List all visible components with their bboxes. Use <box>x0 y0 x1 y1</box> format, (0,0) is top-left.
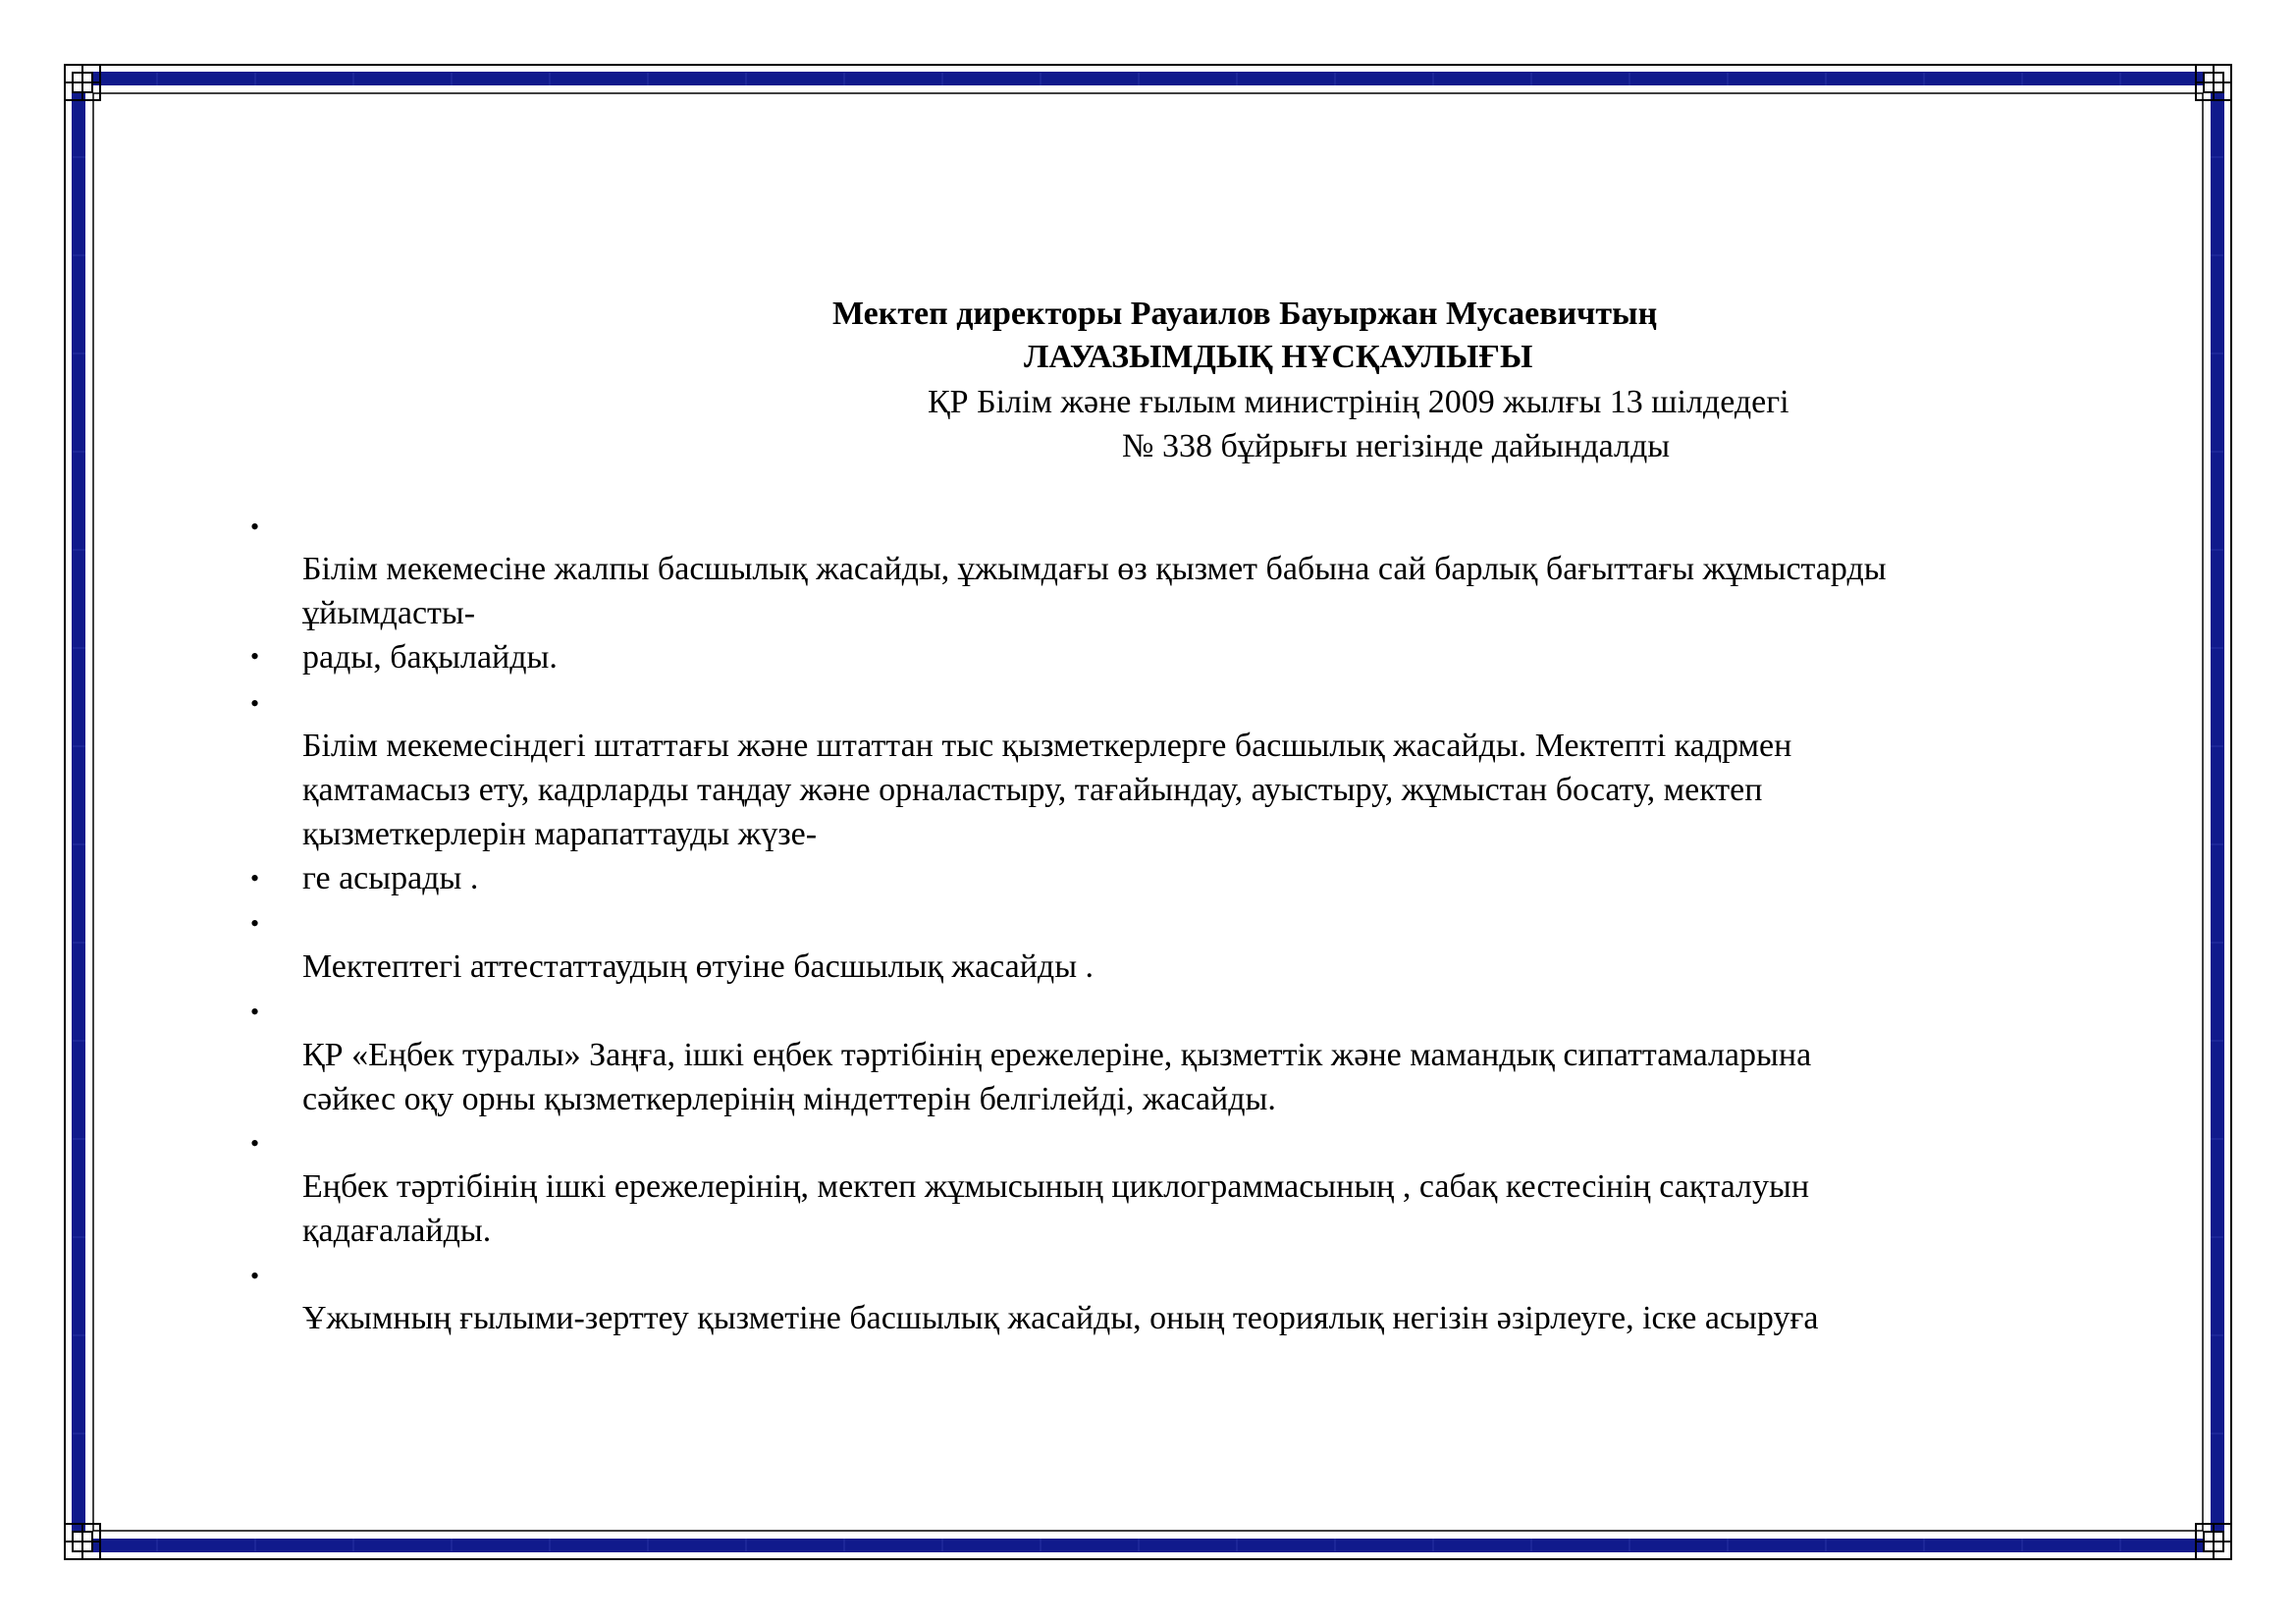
list-bullet: • <box>250 998 260 1026</box>
list-item <box>302 945 2167 989</box>
list-item-line: қадағалайды. <box>302 1213 492 1249</box>
list-item-line: қызметкерлерін марапаттауды жүзе- <box>302 816 818 852</box>
list-item <box>302 1164 2167 1253</box>
list-item <box>302 724 2167 856</box>
list-item-line: қамтамасыз ету, кадрларды таңдау және орналастыру, тағайындау, ауыстыру, жұмыстан босату, мектеп <box>302 772 1763 808</box>
list-item-line: Мектептегі аттестаттаудың өтуіне басшылық жасайды . <box>302 948 1095 985</box>
list-item-line: ге асырады . <box>302 860 479 896</box>
list-bullet: • <box>250 689 260 718</box>
list-bullet: • <box>250 1262 260 1290</box>
list-item <box>302 1033 2167 1121</box>
list-item <box>302 856 2167 900</box>
list-item-line: рады, бақылайды. <box>302 639 558 676</box>
list-bullet: • <box>250 1129 260 1158</box>
document-title-line1: Мектеп директоры Рауаилов Бауыржан Мусаевичтың <box>832 296 1658 332</box>
list-item <box>302 635 2167 679</box>
list-item-line: Ұжымның ғылыми-зерттеу қызметіне басшылық жасайды, оның теориялық негізін әзірлеуге, іске асыруға <box>302 1300 1819 1336</box>
list-bullet: • <box>250 513 260 541</box>
list-bullet: • <box>250 864 260 893</box>
list-item <box>302 1296 2167 1340</box>
list-item-line: Білім мекемесіне жалпы басшылық жасайды, ұжымдағы өз қызмет бабына сай барлық бағыттағы жұмыстарды <box>302 551 1887 587</box>
document-subtitle-line2: № 338 бұйрығы негізінде дайындалды <box>1122 428 1671 464</box>
document-subtitle-line1: ҚР Білім және ғылым министрінің 2009 жылғы 13 шілдедегі <box>928 384 1789 420</box>
list-item-line: ұйымдасты- <box>302 595 476 631</box>
document-title-line2: ЛАУАЗЫМДЫҚ НҰСҚАУЛЫҒЫ <box>1024 339 1533 375</box>
list-item-line: Білім мекемесіндегі штаттағы және штаттан тыс қызметкерлерге басшылық жасайды. Мектепті кадрмен <box>302 728 1792 764</box>
list-bullet: • <box>250 909 260 938</box>
list-item-line: сәйкес оқу орны қызметкерлерінің міндеттерін белгілейді, жасайды. <box>302 1081 1276 1117</box>
list-item-line: ҚР «Еңбек туралы» Заңға, ішкі еңбек тәртібінің ережелеріне, қызметтік және мамандық сипаттамаларына <box>302 1037 1812 1073</box>
list-item-line: Еңбек тәртібінің ішкі ережелерінің, мектеп жұмысының циклограммасының , сабақ кестесінің сақталуын <box>302 1168 1810 1205</box>
list-item <box>302 547 2167 635</box>
list-bullet: • <box>250 642 260 671</box>
